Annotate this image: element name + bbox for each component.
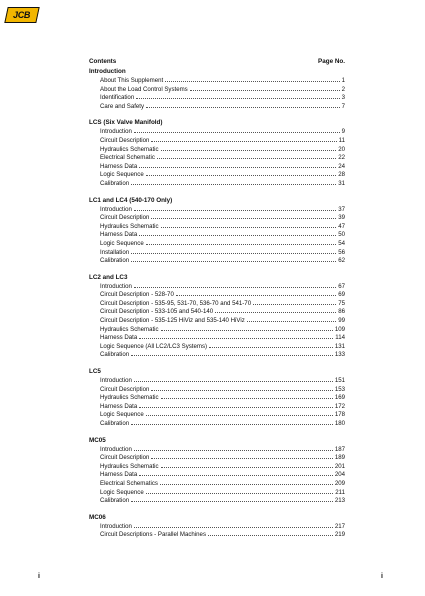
entry-page-number: 187 [334,445,345,453]
toc-entry[interactable] [89,256,345,265]
toc-entry[interactable] [89,410,345,419]
table-of-contents [89,57,345,547]
entry-label: Hydraulics Schematic [100,325,159,333]
section-title: LCS (Six Valve Manifold) [89,119,163,127]
toc-section [89,196,345,265]
toc-entry[interactable] [89,316,345,325]
toc-entry[interactable] [89,453,345,462]
entry-label: Circuit Description - 535-125 HiViz and 535-140 HiViz [100,317,245,325]
entry-label: Care and Safety [100,102,145,110]
toc-entry[interactable] [89,290,345,299]
dot-leader [176,290,336,296]
dot-leader [161,462,333,468]
entry-label: Logic Sequence (All LC2/LC3 Systems) [100,342,208,350]
entry-label: Circuit Description [100,136,150,144]
entry-page-number: 153 [334,385,345,393]
section-title: LC1 and LC4 (540-170 Only) [89,196,173,204]
toc-entry[interactable] [89,385,345,394]
dot-leader [134,445,333,451]
entry-page-number: 28 [338,171,345,179]
dot-leader [131,350,333,356]
footer-page-left: i [38,573,40,580]
toc-entry[interactable] [89,127,345,136]
entry-page-number: 213 [334,497,345,505]
entry-label: Identification [100,94,135,102]
toc-entry[interactable] [89,479,345,488]
entry-page-number: 20 [338,145,345,153]
entry-page-number: 47 [338,222,345,230]
entry-page-number: 209 [334,479,345,487]
toc-entry[interactable] [89,470,345,479]
entry-label: Circuit Description [100,385,150,393]
toc-entry[interactable] [89,205,345,214]
entry-label: About the Load Control Systems [100,85,188,93]
dot-leader [146,170,337,176]
dot-leader [146,410,333,416]
entry-label: Logic Sequence [100,239,144,247]
dot-leader [136,93,339,99]
entry-label: Calibration [100,497,130,505]
toc-entry[interactable] [89,136,345,145]
dot-leader [134,282,336,288]
dot-leader [134,127,340,133]
toc-entry[interactable] [89,76,345,85]
entry-page-number: 50 [338,231,345,239]
toc-entry[interactable] [89,333,345,342]
dot-leader [131,419,333,425]
entry-page-number: 86 [338,308,345,316]
dot-leader [157,153,336,159]
entry-page-number: 201 [334,462,345,470]
toc-entry[interactable] [89,462,345,471]
toc-entry[interactable] [89,522,345,531]
entry-page-number: 178 [334,411,345,419]
entry-label: Hydraulics Schematic [100,145,159,153]
footer-page-right: i [381,573,383,580]
dot-leader [151,385,332,391]
dot-leader [208,530,333,536]
entry-page-number: 109 [334,325,345,333]
entry-label: Introduction [100,377,132,385]
entry-label: Calibration [100,179,130,187]
entry-page-number: 219 [334,531,345,539]
toc-entry[interactable] [89,350,345,359]
toc-entry[interactable] [89,230,345,239]
entry-page-number: 217 [334,522,345,530]
toc-entry[interactable] [89,162,345,171]
entry-page-number: 75 [338,299,345,307]
entry-page-number: 62 [338,257,345,265]
entry-page-number: 172 [334,402,345,410]
entry-label: Harness Data [100,402,138,410]
dot-leader [190,85,340,91]
entry-page-number: 56 [338,248,345,256]
toc-entry[interactable] [89,307,345,316]
dot-leader [161,222,337,228]
entry-label: Introduction [100,445,132,453]
entry-page-number: 169 [334,394,345,402]
entry-label: Circuit Description [100,214,150,222]
toc-section [89,67,345,110]
entry-page-number: 3 [341,94,345,102]
toc-entry[interactable] [89,419,345,428]
dot-leader [131,248,336,254]
dot-leader [146,239,337,245]
entry-label: Harness Data [100,162,138,170]
entry-label: Circuit Description - 528-70 [100,291,174,299]
entry-page-number: 2 [341,85,345,93]
toc-entry[interactable] [89,376,345,385]
toc-entry[interactable] [89,325,345,334]
entry-page-number: 189 [334,454,345,462]
entry-page-number: 22 [338,154,345,162]
entry-label: Harness Data [100,231,138,239]
dot-leader [134,376,333,382]
section-title: MC05 [89,436,106,444]
entry-page-number: 24 [338,162,345,170]
toc-entry[interactable] [89,248,345,257]
entry-page-number: 131 [334,342,345,350]
toc-entry[interactable] [89,488,345,497]
entry-label: Circuit Description - 535-95, 531-70, 536-70 and 541-70 [100,299,252,307]
entry-page-number: 211 [335,488,345,496]
toc-entry[interactable] [89,85,345,94]
toc-entry[interactable] [89,222,345,231]
entry-page-number: 69 [338,291,345,299]
toc-entry[interactable] [89,342,345,351]
entry-label: Introduction [100,282,132,290]
entry-page-number: 114 [335,334,345,342]
entry-page-number: 54 [338,239,345,247]
dot-leader [134,522,333,528]
entry-page-number: 99 [338,317,345,325]
section-title: Introduction [89,68,126,75]
entry-label: Circuit Description [100,454,150,462]
toc-header [89,57,345,66]
dot-leader [146,102,340,108]
dot-leader [139,402,333,408]
dot-leader [146,488,334,494]
toc-entry[interactable] [89,402,345,411]
toc-section [89,118,345,187]
toc-entry[interactable] [89,93,345,102]
dot-leader [209,342,333,348]
entry-label: Calibration [100,257,130,265]
entry-label: Hydraulics Schematic [100,394,159,402]
entry-page-number: 204 [334,471,345,479]
entry-label: Calibration [100,420,130,427]
entry-label: Introduction [100,128,132,136]
dot-leader [131,256,336,262]
dot-leader [215,307,336,313]
page-no-heading: Page No. [318,58,345,65]
section-title: LC2 and LC3 [89,273,128,281]
dot-leader [139,162,336,168]
toc-entry[interactable] [89,496,345,505]
toc-entry[interactable] [89,170,345,179]
toc-entry[interactable] [89,179,345,188]
toc-entry[interactable] [89,445,345,454]
dot-leader [139,230,336,236]
toc-entry[interactable] [89,213,345,222]
dot-leader [131,179,336,185]
section-title: LC5 [89,368,101,376]
entry-page-number: 67 [338,282,345,290]
dot-leader [151,453,332,459]
dot-leader [139,470,333,476]
toc-entry[interactable] [89,102,345,111]
logo-text: JCB [13,10,31,20]
entry-label: Electrical Schematics [100,479,158,487]
entry-page-number: 7 [341,102,345,110]
entry-page-number: 1 [341,77,345,84]
entry-page-number: 37 [338,205,345,213]
entry-label: Introduction [100,522,132,530]
entry-page-number: 133 [334,351,345,359]
toc-entry[interactable] [89,153,345,162]
entry-label: Electrical Schematic [100,154,155,162]
entry-label: Circuit Descriptions - Parallel Machines [100,531,206,539]
dot-leader [139,333,333,339]
entry-label: About This Supplement [100,77,164,84]
dot-leader [253,299,336,305]
entry-page-number: 9 [341,128,345,136]
toc-entry[interactable] [89,530,345,539]
entry-page-number: 11 [338,136,345,144]
dot-leader [247,316,336,322]
toc-section [89,436,345,505]
entry-page-number: 180 [334,420,345,427]
dot-leader [160,479,333,485]
toc-entry[interactable] [89,393,345,402]
entry-label: Logic Sequence [100,171,144,179]
toc-section [89,367,345,428]
dot-leader [131,496,333,502]
dot-leader [134,205,336,211]
entry-label: Circuit Description - 533-105 and 540-140 [100,308,214,316]
dot-leader [165,76,339,82]
entry-label: Harness Data [100,471,138,479]
entry-page-number: 151 [334,377,345,385]
entry-page-number: 31 [338,179,345,187]
entry-label: Logic Sequence [100,488,144,496]
entry-label: Harness Data [100,334,138,342]
entry-label: Introduction [100,205,132,213]
entry-label: Hydraulics Schematic [100,462,159,470]
toc-entry[interactable] [89,145,345,154]
entry-label: Calibration [100,351,130,359]
entry-label: Hydraulics Schematic [100,222,159,230]
dot-leader [161,393,333,399]
toc-section [89,273,345,359]
toc-section [89,513,345,539]
dot-leader [151,136,336,142]
section-title: MC06 [89,513,106,521]
entry-label: Installation [100,248,130,256]
toc-entry[interactable] [89,299,345,308]
dot-leader [161,145,337,151]
entry-label: Logic Sequence [100,411,144,419]
dot-leader [151,213,336,219]
contents-heading: Contents [89,58,117,65]
dot-leader [161,325,333,331]
jcb-logo [4,7,39,23]
toc-sections [89,67,345,539]
entry-page-number: 39 [338,214,345,222]
toc-entry[interactable] [89,282,345,291]
toc-entry[interactable] [89,239,345,248]
